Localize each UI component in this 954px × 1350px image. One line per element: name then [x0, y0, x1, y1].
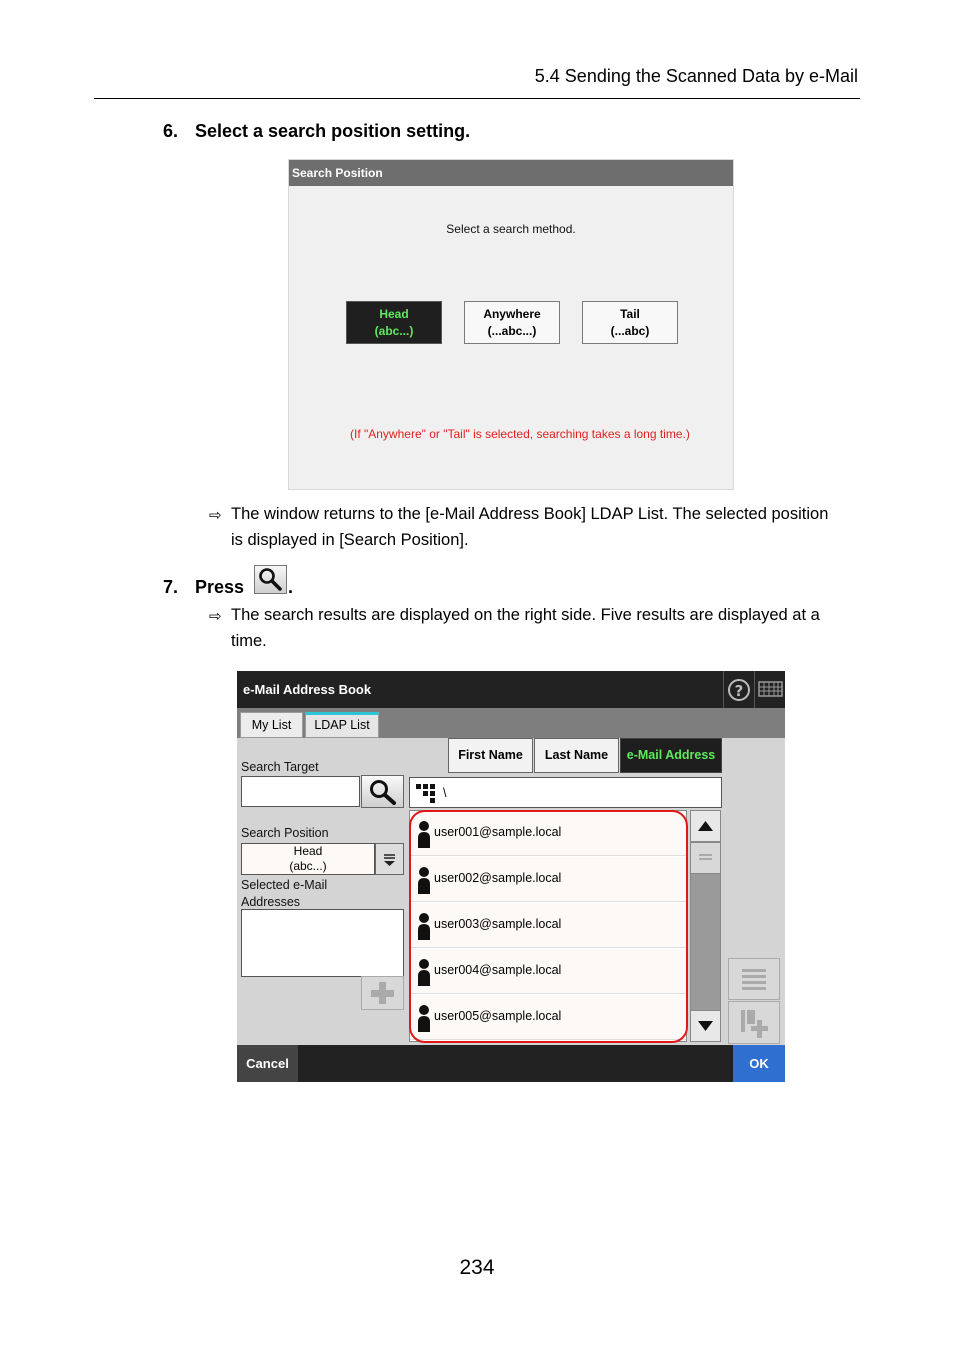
result-6-text: The window returns to the [e-Mail Address Book] LDAP List. The selected position is displayed in [Search Position].	[231, 505, 829, 549]
head-button-label: Head	[379, 307, 409, 321]
list-item[interactable]	[410, 949, 686, 994]
tail-button[interactable]	[582, 301, 678, 344]
page-number: 234	[459, 1256, 495, 1279]
result-email: user001@sample.local	[434, 825, 562, 839]
column-first-name[interactable]: First Name	[448, 738, 533, 773]
address-book-titlebar: e-Mail Address Book	[237, 671, 785, 708]
list-item[interactable]	[410, 903, 686, 948]
help-button[interactable]	[723, 671, 755, 708]
head-button[interactable]	[346, 301, 442, 344]
result-email: user002@sample.local	[434, 871, 562, 885]
list-icon	[729, 959, 779, 999]
person-icon	[417, 866, 431, 894]
result-email: user004@sample.local	[434, 963, 562, 977]
keyboard-button[interactable]	[754, 671, 786, 708]
result-7-text: The search results are displayed on the right side. Five results are displayed at a time.	[231, 606, 820, 650]
arrow-up-icon	[691, 811, 720, 841]
keyboard-icon	[755, 671, 786, 708]
step-6-text: Select a search position setting.	[195, 121, 471, 141]
tail-button-label: Tail	[620, 307, 640, 321]
bottom-bar	[237, 1045, 785, 1082]
search-method-message: Select a search method.	[446, 222, 576, 236]
step-6-number: 6.	[163, 121, 179, 141]
anywhere-button-label: Anywhere	[483, 307, 541, 321]
result-email: user005@sample.local	[434, 1009, 562, 1023]
header-rule	[94, 98, 860, 99]
chevron-down-icon	[376, 844, 403, 874]
search-button[interactable]	[361, 775, 404, 808]
result-arrow-icon: ⇨	[209, 507, 222, 524]
magnifier-icon	[255, 566, 286, 593]
search-button-inline	[254, 565, 287, 594]
plus-icon	[362, 977, 403, 1009]
scroll-up-button[interactable]	[690, 810, 721, 842]
scroll-thumb[interactable]	[690, 842, 721, 874]
result-arrow-icon: ⇨	[209, 608, 222, 625]
search-position-window	[288, 159, 734, 490]
list-item[interactable]	[410, 811, 686, 856]
magnifier-icon	[362, 776, 403, 807]
help-icon	[724, 671, 755, 708]
svg-text:?: ?	[734, 682, 744, 700]
directory-tree-icon	[414, 782, 440, 804]
search-position-value: Head	[293, 844, 323, 858]
add-to-list-button[interactable]	[728, 1001, 780, 1044]
selected-addresses-label-line1: Selected e-Mail	[241, 878, 328, 892]
details-button[interactable]	[728, 958, 780, 1000]
search-target-input[interactable]	[241, 776, 360, 807]
anywhere-button[interactable]	[464, 301, 560, 344]
search-warning: (If "Anywhere" or "Tail" is selected, searching takes a long time.)	[350, 427, 690, 441]
ok-button[interactable]: OK	[733, 1045, 785, 1082]
list-item[interactable]	[410, 995, 686, 1040]
selected-addresses-label-line2: Addresses	[241, 895, 301, 909]
add-list-icon	[729, 1002, 779, 1043]
list-item[interactable]	[410, 857, 686, 902]
search-target-label: Search Target	[241, 760, 319, 774]
search-position-dropdown-button[interactable]	[375, 843, 404, 875]
search-position-titlebar: Search Position	[289, 160, 733, 186]
search-position-field[interactable]	[241, 843, 375, 875]
selected-addresses-label	[241, 877, 327, 911]
search-position-value-sub: (abc...)	[289, 859, 327, 873]
selected-addresses-list[interactable]	[241, 909, 404, 977]
person-icon	[417, 1004, 431, 1032]
cancel-button[interactable]: Cancel	[237, 1045, 298, 1082]
step-7-number: 7.	[163, 577, 179, 597]
arrow-down-icon	[691, 1011, 720, 1041]
directory-path: \	[443, 786, 447, 800]
directory-path-bar	[409, 777, 722, 808]
step-7-period: .	[288, 577, 294, 597]
address-book-window	[237, 671, 785, 1082]
section-header: 5.4 Sending the Scanned Data by e-Mail	[534, 66, 858, 86]
search-position-label: Search Position	[241, 826, 329, 840]
add-button[interactable]	[361, 976, 404, 1010]
column-email-address[interactable]: e-Mail Address	[620, 738, 722, 773]
person-icon	[417, 958, 431, 986]
person-icon	[417, 912, 431, 940]
anywhere-button-sublabel: (...abc...)	[487, 324, 537, 338]
grip-icon	[691, 843, 720, 873]
head-button-sublabel: (abc...)	[374, 324, 414, 338]
scroll-down-button[interactable]	[690, 1010, 721, 1042]
result-email: user003@sample.local	[434, 917, 562, 931]
tab-my-list[interactable]: My List	[240, 712, 303, 738]
column-last-name[interactable]: Last Name	[534, 738, 619, 773]
tab-row	[237, 708, 785, 738]
step-7-text: Press	[195, 577, 245, 597]
person-icon	[417, 820, 431, 848]
tail-button-sublabel: (...abc)	[610, 324, 650, 338]
results-list	[409, 810, 687, 1042]
tab-ldap-list[interactable]: LDAP List	[305, 712, 379, 738]
